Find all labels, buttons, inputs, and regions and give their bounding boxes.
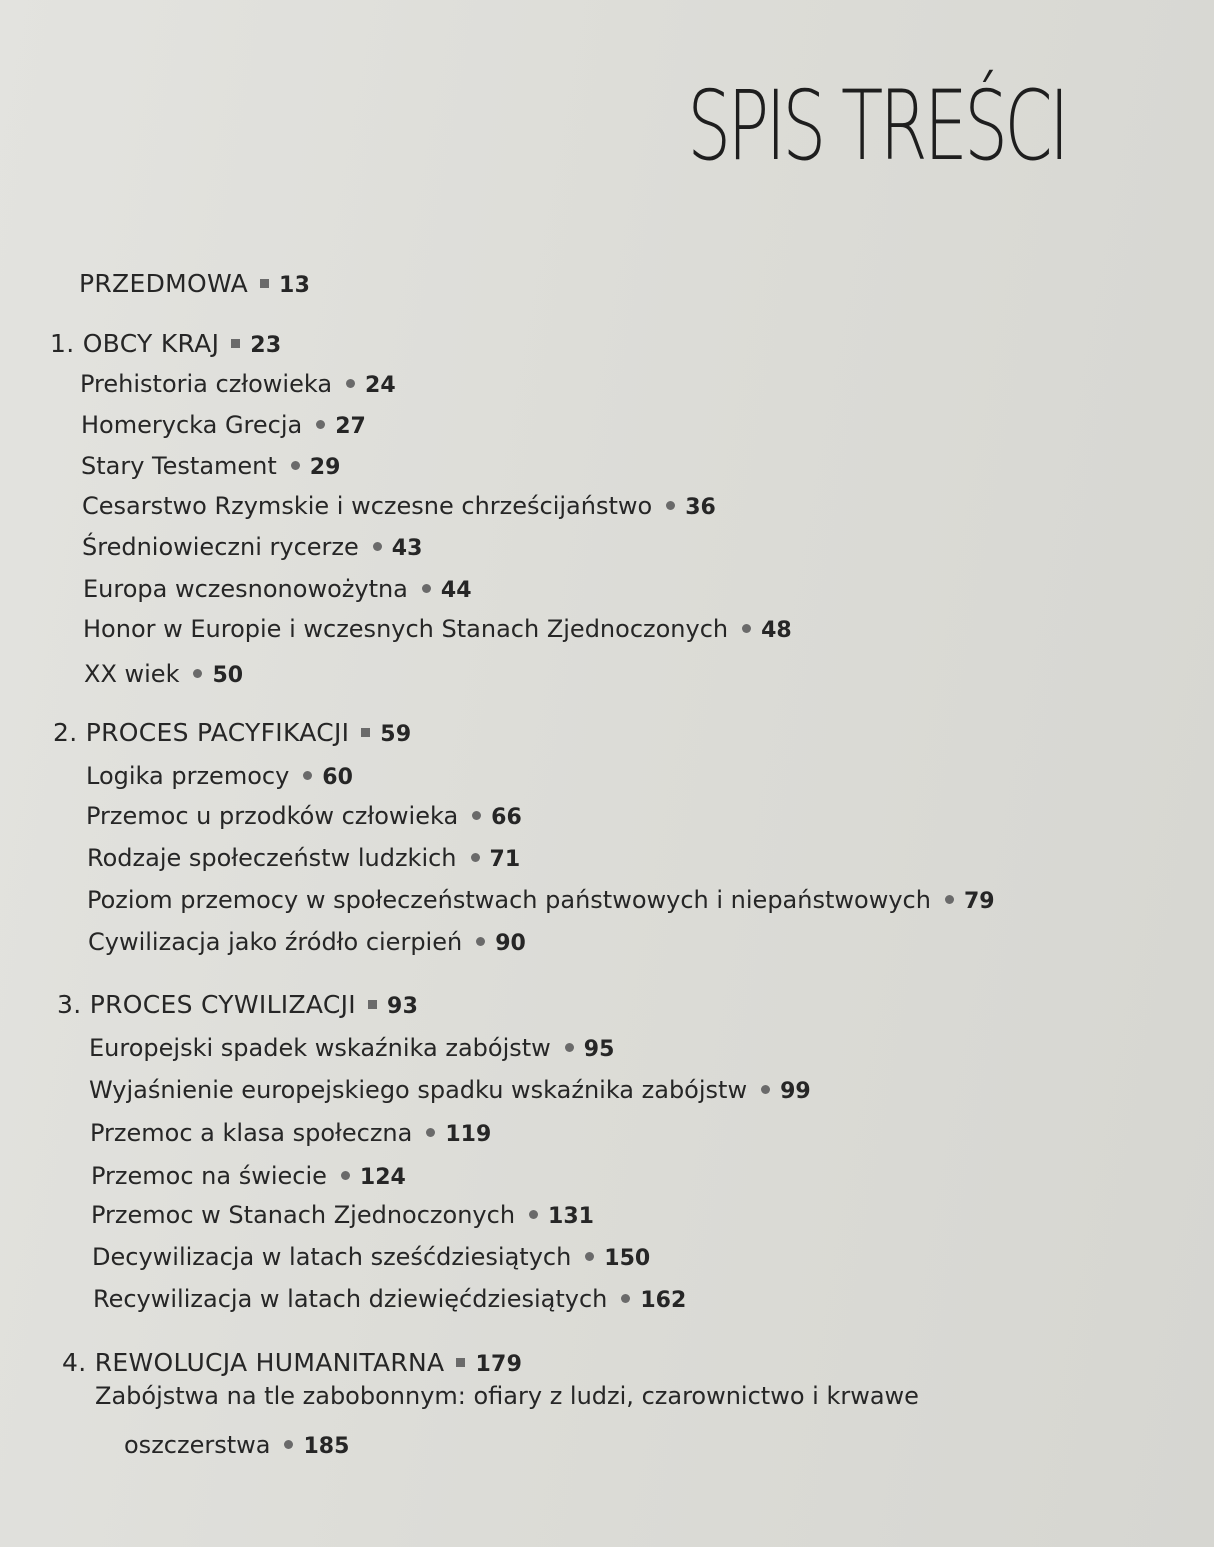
section-label: Recywilizacja w latach dziewięćdziesiątych bbox=[93, 1285, 608, 1313]
section-page: 150 bbox=[604, 1246, 651, 1271]
section-label: Przemoc w Stanach Zjednoczonych bbox=[91, 1201, 516, 1229]
dot-bullet-icon bbox=[529, 1210, 538, 1219]
section-page: 71 bbox=[489, 847, 521, 872]
toc-preface bbox=[79, 269, 310, 301]
chapter-label: OBCY KRAJ bbox=[82, 329, 220, 358]
dot-bullet-icon bbox=[422, 584, 431, 593]
toc-section bbox=[89, 1033, 614, 1065]
toc-section bbox=[93, 1284, 686, 1316]
section-label: Rodzaje społeczeństw ludzkich bbox=[87, 844, 457, 872]
chapter-page: 23 bbox=[250, 333, 282, 358]
section-page: 185 bbox=[303, 1434, 350, 1459]
section-label: Cywilizacja jako źródło cierpień bbox=[88, 928, 463, 956]
dot-bullet-icon bbox=[316, 420, 325, 429]
section-label: Przemoc u przodków człowieka bbox=[86, 802, 459, 830]
toc-chapter-3 bbox=[57, 990, 418, 1022]
section-label: Europa wczesnonowożytna bbox=[83, 575, 408, 603]
toc-section bbox=[90, 1118, 491, 1150]
section-page: 48 bbox=[761, 618, 792, 643]
toc-section-continuation bbox=[124, 1430, 349, 1462]
section-page: 29 bbox=[309, 455, 341, 480]
dot-bullet-icon bbox=[291, 461, 300, 470]
section-label-continuation: oszczerstwa bbox=[124, 1431, 271, 1459]
section-label: Stary Testament bbox=[81, 452, 277, 480]
square-bullet-icon bbox=[231, 339, 240, 348]
toc-section bbox=[81, 451, 340, 483]
section-page: 27 bbox=[335, 414, 366, 439]
section-page: 79 bbox=[963, 889, 995, 914]
dot-bullet-icon bbox=[565, 1043, 574, 1052]
toc-section bbox=[87, 885, 995, 917]
section-page: 43 bbox=[391, 536, 423, 561]
section-label: Przemoc na świecie bbox=[91, 1162, 327, 1190]
section-label: Honor w Europie i wczesnych Stanach Zjednoczonych bbox=[83, 615, 729, 643]
section-page: 99 bbox=[780, 1079, 811, 1104]
dot-bullet-icon bbox=[373, 542, 382, 551]
square-bullet-icon bbox=[260, 279, 269, 288]
chapter-number: 3. bbox=[57, 990, 82, 1019]
toc-section bbox=[83, 614, 792, 646]
chapter-number: 2. bbox=[53, 718, 78, 747]
toc-section bbox=[87, 843, 520, 875]
dot-bullet-icon bbox=[666, 501, 675, 510]
section-page: 119 bbox=[445, 1122, 492, 1147]
toc-section bbox=[91, 1161, 406, 1193]
page-title: SPIS TREŚCI bbox=[687, 70, 1066, 182]
toc-section bbox=[82, 532, 422, 564]
toc-section bbox=[83, 574, 472, 606]
toc-section bbox=[86, 761, 353, 793]
chapter-page: 59 bbox=[380, 722, 412, 747]
dot-bullet-icon bbox=[426, 1128, 435, 1137]
section-label: Wyjaśnienie europejskiego spadku wskaźnika zabójstw bbox=[89, 1076, 748, 1104]
square-bullet-icon bbox=[368, 1000, 377, 1009]
section-label: Przemoc a klasa społeczna bbox=[90, 1119, 413, 1147]
section-label: Prehistoria człowieka bbox=[80, 370, 333, 398]
square-bullet-icon bbox=[361, 728, 370, 737]
section-label: XX wiek bbox=[84, 660, 180, 688]
section-page: 50 bbox=[212, 663, 244, 688]
dot-bullet-icon bbox=[303, 771, 312, 780]
section-page: 24 bbox=[365, 373, 396, 398]
dot-bullet-icon bbox=[472, 811, 481, 820]
chapter-number: 1. bbox=[50, 329, 75, 358]
dot-bullet-icon bbox=[193, 669, 202, 678]
section-label: Europejski spadek wskaźnika zabójstw bbox=[89, 1034, 551, 1062]
dot-bullet-icon bbox=[945, 895, 954, 904]
section-page: 162 bbox=[640, 1288, 687, 1313]
dot-bullet-icon bbox=[346, 379, 355, 388]
section-page: 131 bbox=[548, 1204, 594, 1229]
toc-section bbox=[86, 801, 522, 833]
chapter-label: PROCES PACYFIKACJI bbox=[85, 718, 350, 747]
dot-bullet-icon bbox=[742, 624, 751, 633]
section-page: 60 bbox=[322, 765, 353, 790]
dot-bullet-icon bbox=[476, 937, 485, 946]
toc-section bbox=[95, 1381, 919, 1411]
section-page: 66 bbox=[491, 805, 522, 830]
toc-chapter-2 bbox=[53, 718, 412, 750]
section-page: 95 bbox=[583, 1037, 615, 1062]
chapter-label: REWOLUCJA HUMANITARNA bbox=[94, 1348, 445, 1377]
dot-bullet-icon bbox=[761, 1085, 770, 1094]
section-label: Średniowieczni rycerze bbox=[82, 533, 359, 561]
section-page: 36 bbox=[685, 495, 716, 520]
section-label: Zabójstwa na tle zabobonnym: ofiary z ludzi, czarownictwo i krwawe bbox=[95, 1382, 919, 1410]
preface-page: 13 bbox=[279, 273, 311, 298]
toc-chapter-1 bbox=[50, 329, 281, 361]
dot-bullet-icon bbox=[341, 1171, 350, 1180]
chapter-page: 179 bbox=[475, 1352, 523, 1377]
chapter-number: 4. bbox=[62, 1348, 87, 1377]
toc-chapter-4 bbox=[62, 1348, 522, 1380]
chapter-label: PROCES CYWILIZACJI bbox=[89, 990, 356, 1019]
square-bullet-icon bbox=[456, 1358, 465, 1367]
section-page: 124 bbox=[359, 1165, 406, 1190]
toc-section bbox=[91, 1200, 594, 1232]
toc-section bbox=[92, 1242, 650, 1274]
chapter-page: 93 bbox=[386, 994, 419, 1019]
toc-section bbox=[80, 369, 396, 401]
section-label: Poziom przemocy w społeczeństwach państwowych i niepaństwowych bbox=[87, 886, 931, 914]
dot-bullet-icon bbox=[621, 1294, 630, 1303]
toc-section bbox=[81, 410, 366, 442]
toc-section bbox=[89, 1075, 811, 1107]
section-label: Cesarstwo Rzymskie i wczesne chrześcijaństwo bbox=[82, 492, 653, 520]
section-label: Decywilizacja w latach sześćdziesiątych bbox=[92, 1243, 572, 1271]
preface-label: PRZEDMOWA bbox=[79, 269, 249, 298]
toc-section bbox=[84, 659, 243, 691]
toc-section bbox=[82, 491, 716, 523]
dot-bullet-icon bbox=[471, 853, 480, 862]
dot-bullet-icon bbox=[284, 1440, 293, 1449]
section-label: Homerycka Grecja bbox=[81, 411, 303, 439]
dot-bullet-icon bbox=[585, 1252, 594, 1261]
toc-section bbox=[88, 927, 526, 959]
section-page: 90 bbox=[495, 931, 526, 956]
section-page: 44 bbox=[440, 578, 472, 603]
section-label: Logika przemocy bbox=[86, 762, 290, 790]
